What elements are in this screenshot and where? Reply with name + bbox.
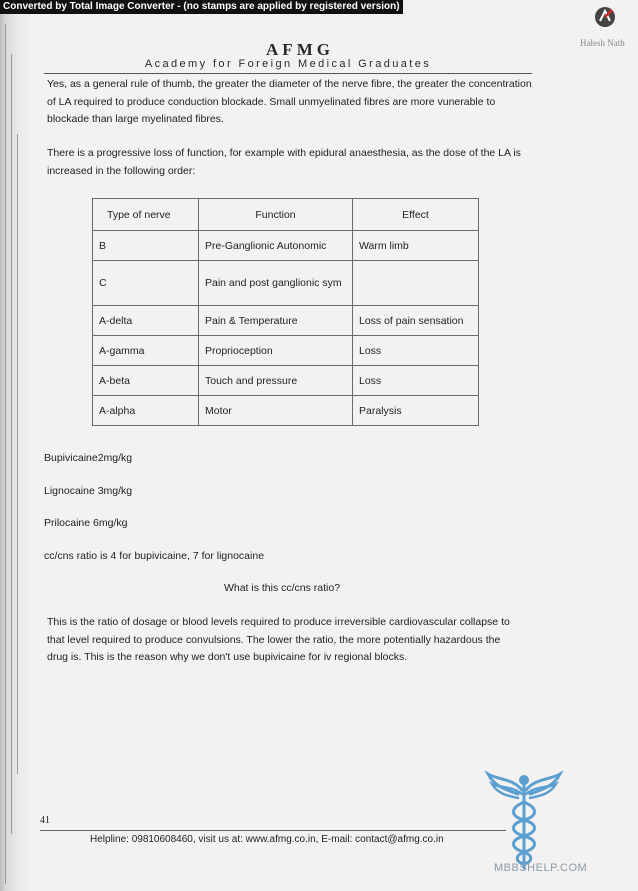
table-cell: Pre-Ganglionic Autonomic	[199, 231, 353, 261]
table-header-cell: Type of nerve	[93, 199, 199, 231]
caduceus-icon	[484, 768, 564, 872]
table-cell	[353, 261, 479, 306]
table-header-cell: Function	[199, 199, 353, 231]
table-cell: Proprioception	[199, 336, 353, 366]
table-header-row	[93, 199, 479, 231]
question-heading: What is this cc/cns ratio?	[223, 582, 341, 594]
scan-shadow-edge	[0, 14, 34, 891]
table-cell: A-delta	[93, 306, 199, 336]
table-row	[93, 366, 479, 396]
table-cell: A-beta	[93, 366, 199, 396]
table-cell: Loss	[353, 366, 479, 396]
page-subtitle: Academy for Foreign Medical Graduates	[144, 58, 432, 70]
table-cell: Warm limb	[353, 231, 479, 261]
table-cell: A-gamma	[93, 336, 199, 366]
table-row	[93, 261, 479, 306]
page-number: 41	[40, 815, 50, 826]
table-cell: Motor	[199, 396, 353, 426]
table-cell: Touch and pressure	[199, 366, 353, 396]
table-row	[93, 231, 479, 261]
nerve-function-table	[92, 198, 479, 426]
table-cell: Pain & Temperature	[199, 306, 353, 336]
table-cell: Pain and post ganglionic sym	[199, 261, 353, 306]
dose-bupivicaine: Bupivicaine2mg/kg	[44, 452, 133, 464]
table-row	[93, 336, 479, 366]
converter-banner: Converted by Total Image Converter - (no stamps are applied by registered version)	[0, 0, 403, 14]
table-cell: A-alpha	[93, 396, 199, 426]
table-cell: C	[93, 261, 199, 306]
paragraph-progressive-loss: There is a progressive loss of function, for example with epidural anaesthesia, as the dose of the LA is increased in the following order:	[47, 147, 521, 177]
paragraph-ratio-explanation: This is the ratio of dosage or blood levels required to produce irreversible cardiovascular collapse to that level required to produce convulsions. The lower the ratio, the more potentially hazardous the drug is. This is the reason why we don't use bupivicaine for iv regional blocks.	[47, 616, 510, 663]
table-row	[93, 396, 479, 426]
table-cell: Paralysis	[353, 396, 479, 426]
site-watermark-text: MBBSHELP.COM	[494, 862, 588, 874]
table-cell: Loss	[353, 336, 479, 366]
table-header-cell: Effect	[353, 199, 479, 231]
table-row	[93, 306, 479, 336]
table-cell: Loss of pain sensation	[353, 306, 479, 336]
dose-prilocaine: Prilocaine 6mg/kg	[44, 517, 128, 529]
table-cell: B	[93, 231, 199, 261]
watermark-name: Hałesh Nath	[580, 38, 625, 48]
paragraph-nerve-diameter: Yes, as a general rule of thumb, the greater the diameter of the nerve fibre, the greater the concentration of LA required to produce conduction blockade. Small unmyelinated fibres are more vunerable to blockade than large myelinated fibres.	[47, 78, 532, 125]
hn-logo-icon	[594, 6, 616, 28]
footer-contact: Helpline: 09810608460, visit us at: www.afmg.co.in, E-mail: contact@afmg.co.in	[90, 834, 444, 845]
page-title: AFMG	[266, 40, 334, 59]
header-divider	[44, 73, 532, 74]
dose-lignocaine: Lignocaine 3mg/kg	[44, 485, 133, 497]
footer-divider	[40, 830, 506, 831]
ratio-statement: cc/cns ratio is 4 for bupivicaine, 7 for lignocaine	[44, 550, 265, 562]
